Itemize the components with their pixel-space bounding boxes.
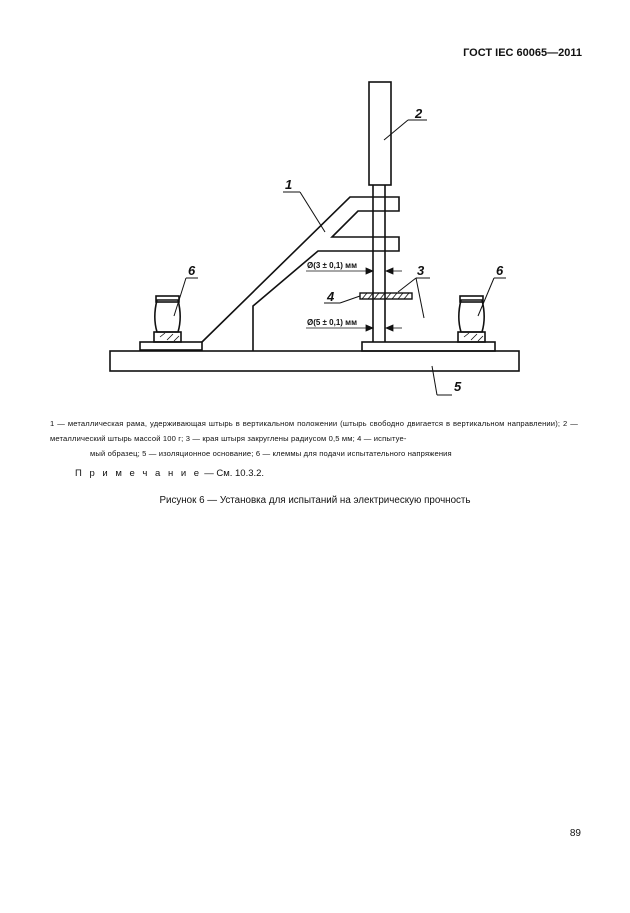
label-pin: 2 [415,106,423,121]
figure-caption: Рисунок 6 — Установка для испытаний на электрическую прочность [159,495,471,506]
terminal-right-bottom [458,332,485,342]
insulating-base [110,351,519,371]
pin-weight [369,82,391,185]
terminal-left-body [155,300,181,332]
label-base: 5 [454,379,462,394]
figure-legend [50,416,578,461]
note-label: П р и м е ч а н и е [75,468,202,479]
test-setup-figure [0,0,630,400]
terminal-right-body [459,300,485,332]
terminal-left-top [156,296,179,302]
dimension-upper: Ø(3 ± 0,1) мм [307,261,358,270]
label-terminal-left: 6 [188,263,196,278]
dimension-lower: Ø(5 ± 0,1) мм [307,318,358,327]
right-plate [362,342,495,351]
terminal-right-top [460,296,483,302]
label-terminal-right: 6 [496,263,504,278]
left-plate [140,342,202,350]
standard-header: ГОСТ IEC 60065—2011 [463,47,582,59]
note [75,468,264,479]
label-sample: 4 [327,289,335,304]
legend-line-2: мый образец; 5 — изоляционное основание; 6 — клеммы для подачи испытательного напряжения [90,449,452,458]
test-sample [360,293,412,299]
page-number: 89 [569,828,581,839]
terminal-left-bottom [154,332,181,342]
label-frame: 1 [285,177,293,192]
note-text: — См. 10.3.2. [201,468,265,479]
legend-line-1: 1 — металлическая рама, удерживающая штырь в вертикальном положении (штырь свободно двигается в вертикальном направлении); 2 — металлический штырь массой 100 г; 3 — края штыря закруглены радиусом 0,5 мм; 4 — испытуе- [50,419,578,443]
label-pin-edges: 3 [417,263,425,278]
